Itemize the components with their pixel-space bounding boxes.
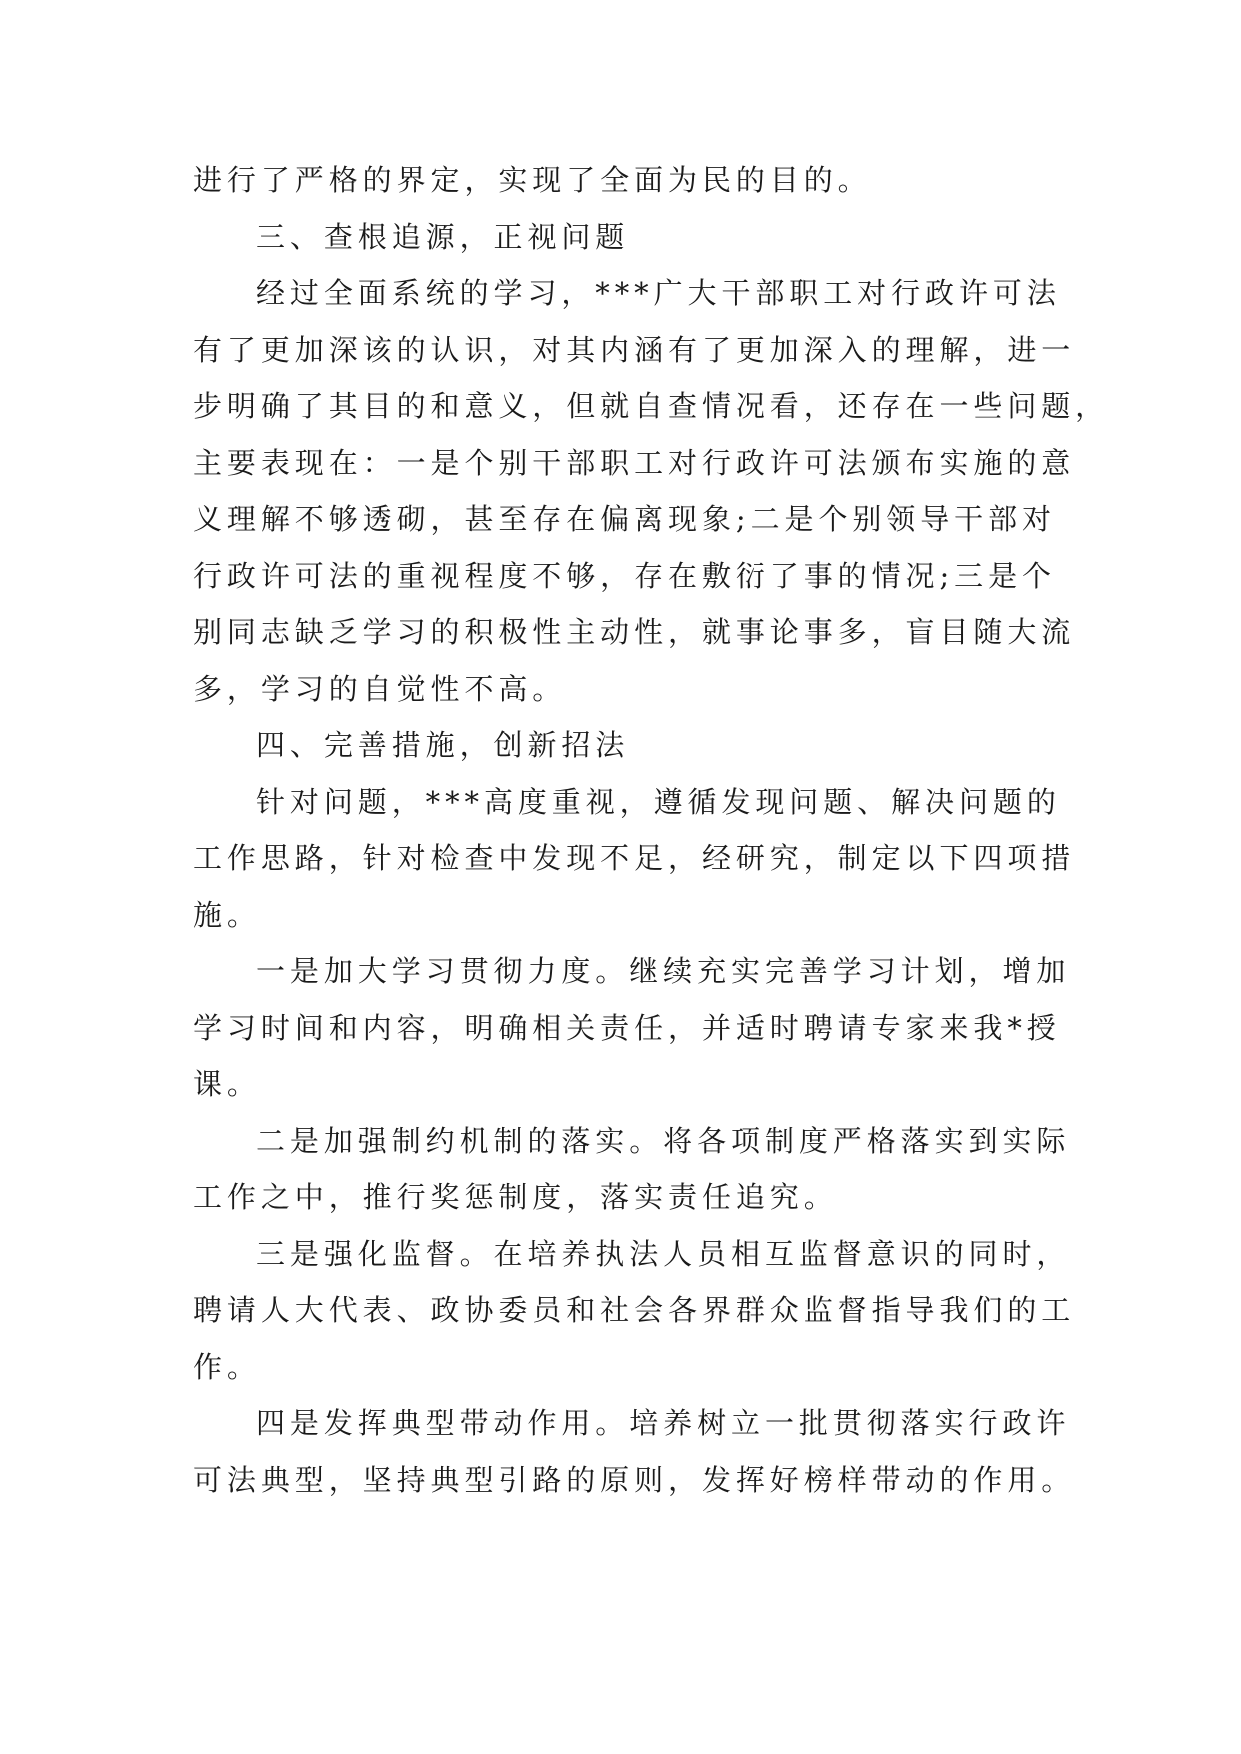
paragraph-line: 课。 <box>193 1067 261 1101</box>
paragraph-line: 步明确了其目的和意义，但就自查情况看，还存在一些问题， <box>193 389 1110 423</box>
paragraph-line: 义理解不够透砌，甚至存在偏离现象;二是个别领导干部对 <box>193 502 1056 536</box>
paragraph-line: 四是发挥典型带动作用。培养树立一批贯彻落实行政许 <box>256 1406 1071 1440</box>
paragraph-line: 行政许可法的重视程度不够，存在敷衍了事的情况;三是个 <box>193 558 1056 593</box>
paragraph-line: 工作之中，推行奖惩制度，落实责任追究。 <box>193 1180 838 1214</box>
paragraph-line: 学习时间和内容，明确相关责任，并适时聘请专家来我*授 <box>193 1010 1061 1045</box>
paragraph-line: 作。 <box>193 1349 261 1384</box>
paragraph-line: 三是强化监督。在培养执法人员相互监督意识的同时， <box>256 1236 1071 1271</box>
paragraph-line: 有了更加深该的认识，对其内涵有了更加深入的理解，进一 <box>193 332 1076 367</box>
section-heading: 四、完善措施，创新招法 <box>256 728 630 762</box>
paragraph-line: 施。 <box>193 897 261 932</box>
paragraph-line: 二是加强制约机制的落实。将各项制度严格落实到实际 <box>256 1123 1071 1158</box>
paragraph-line: 多，学习的自觉性不高。 <box>193 671 567 706</box>
paragraph-line: 别同志缺乏学习的积极性主动性，就事论事多，盲目随大流 <box>193 615 1076 649</box>
paragraph-line: 一是加大学习贯彻力度。继续充实完善学习计划，增加 <box>256 954 1071 988</box>
paragraph-line: 聘请人大代表、政协委员和社会各界群众监督指导我们的工 <box>193 1293 1076 1327</box>
document-body <box>193 152 1110 1508</box>
paragraph-line: 进行了严格的界定，实现了全面为民的目的。 <box>193 163 872 197</box>
section-heading: 三、查根追源，正视问题 <box>256 219 630 254</box>
paragraph-line: 可法典型，坚持典型引路的原则，发挥好榜样带动的作用。 <box>193 1462 1076 1497</box>
paragraph-line: 针对问题，***高度重视，遵循发现问题、解决问题的 <box>256 784 1061 819</box>
paragraph-line: 工作思路，针对检查中发现不足，经研究，制定以下四项措 <box>193 841 1076 875</box>
paragraph-line: 经过全面系统的学习，***广大干部职工对行政许可法 <box>256 276 1061 310</box>
paragraph-line: 主要表现在：一是个别干部职工对行政许可法颁布实施的意 <box>193 445 1076 480</box>
